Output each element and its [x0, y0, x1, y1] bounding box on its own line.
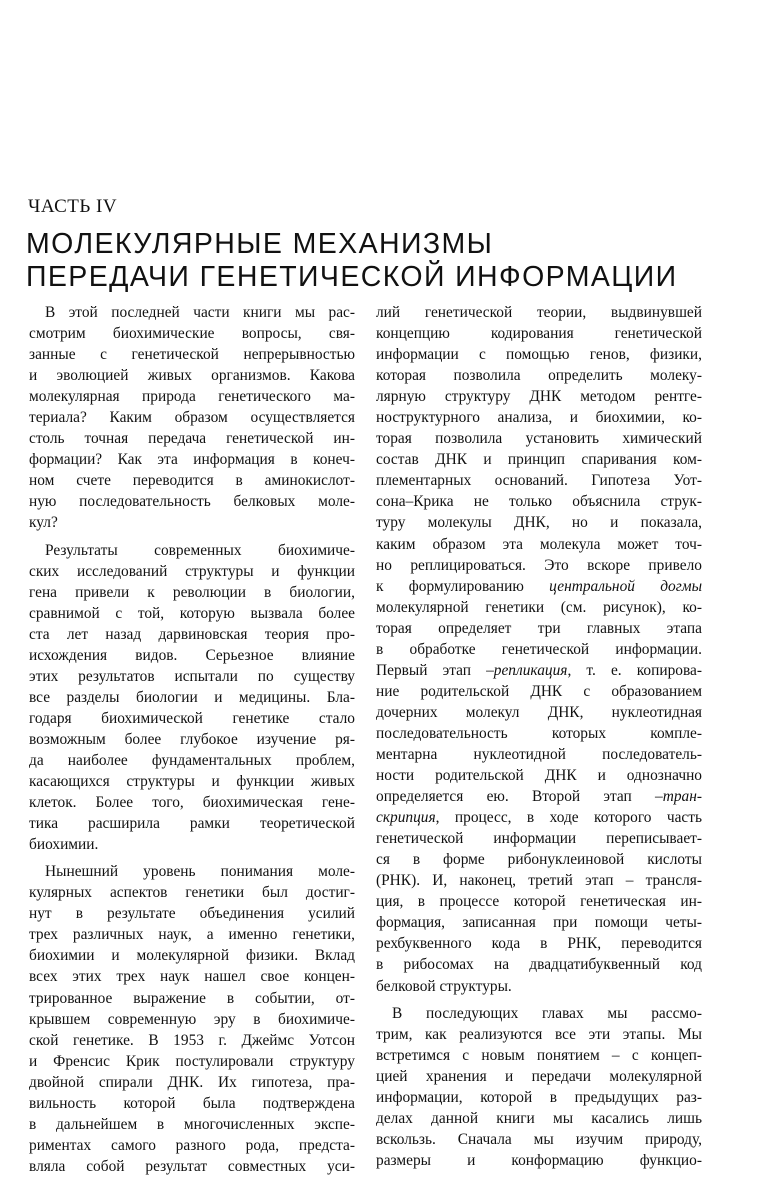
text-line: гена привели к революции в биологии,	[29, 583, 355, 601]
part-label: ЧАСТЬ IV	[28, 196, 118, 217]
text-line: генетической информации переписывает-	[376, 830, 702, 848]
text-line: да наиболее фундаментальных проблем,	[29, 751, 355, 769]
text-line: биохимии.	[29, 836, 99, 854]
paragraph	[376, 1003, 702, 1171]
text-line: торая позволила установить химический	[376, 430, 702, 448]
paragraph	[29, 302, 355, 534]
text-line: все разделы биологии и медицины. Бла-	[29, 688, 355, 706]
text-line	[376, 576, 702, 597]
text-line: годаря биохимической генетике стало	[29, 709, 355, 727]
part-title	[26, 228, 746, 294]
term-replication: репликация	[493, 661, 568, 679]
text-line: касающихся структуры и функции живых	[29, 773, 355, 791]
text-line: информации, которой в предыдущих раз-	[376, 1088, 702, 1106]
text-line: Нынешний уровень понимания моле-	[45, 863, 355, 881]
text-run: определяется ею. Второй этап –	[376, 788, 663, 806]
text-line: ской генетике. В 1953 г. Джеймс Уотсон	[29, 1031, 355, 1049]
text-line: столь точная передача генетической ин-	[29, 430, 355, 448]
text-line: ста лет назад дарвиновская теория про-	[29, 625, 355, 643]
text-line: занные с генетической непрерывностью	[29, 346, 355, 364]
text-line: молекулярная природа генетического ма-	[29, 388, 355, 406]
text-line: В этой последней части книги мы рас-	[45, 304, 355, 321]
text-line: торая определяет три главных этапа	[376, 619, 702, 637]
text-line: плементарных оснований. Гипотеза Уот-	[376, 472, 702, 490]
text-line: крывшем современную эру в биохимиче-	[29, 1010, 355, 1028]
text-line: лий генетической теории, выдвинувшей	[376, 304, 702, 321]
text-run: Первый этап –	[376, 661, 494, 679]
text-line: исхождения видов. Серьезное влияние	[29, 646, 355, 664]
paragraph	[29, 540, 355, 856]
text-line: сона–Крика не только объяснила струк-	[376, 493, 702, 511]
text-line: состав ДНК и принцип спаривания ком-	[376, 451, 702, 469]
text-line: лярную структуру ДНК методом рентге-	[376, 388, 702, 406]
text-line: и эволюцией живых организмов. Какова	[29, 367, 355, 385]
text-line: сравнимой с той, которую вызвала более	[29, 604, 355, 622]
left-column	[29, 302, 355, 1177]
text-line: трированное выражение в событии, от-	[29, 989, 355, 1007]
text-line: в рибосомах на двадцатибуквенный код	[376, 956, 702, 974]
text-line: ся в форме рибонуклеиновой кислоты	[376, 851, 702, 869]
text-line: ских исследований структуры и функции	[29, 562, 355, 580]
text-line: цией хранения и передачи молекулярной	[376, 1067, 702, 1085]
text-line: тика расширила рамки теоретической	[29, 815, 355, 833]
text-line: (РНК). И, наконец, третий этап – трансля-	[376, 872, 702, 890]
text-line: В последующих главах мы рассмо-	[392, 1004, 702, 1022]
text-line: клеток. Более того, биохимическая гене-	[29, 794, 355, 812]
text-line: формации? Как эта информация в конеч-	[29, 451, 355, 469]
text-line	[376, 807, 702, 828]
text-line: вильность которой была подтверждена	[29, 1094, 355, 1112]
text-line: туру молекулы ДНК, но и показала,	[376, 514, 702, 532]
text-line: информации с помощью генов, физики,	[376, 346, 702, 364]
text-line: ние родительской ДНК с образованием	[376, 682, 702, 700]
text-line: концепцию кодирования генетической	[376, 325, 702, 343]
text-line: но реплицироваться. Это вскоре привело	[376, 556, 702, 574]
text-line: белковой структуры.	[376, 977, 512, 995]
text-line: трим, как реализуются все эти этапы. Мы	[376, 1025, 702, 1043]
text-line	[376, 660, 702, 681]
term-transcription-part: тран-	[662, 788, 702, 806]
term-transcription-part: скрипция	[376, 809, 436, 827]
text-line: и Френсис Крик постулировали структуру	[29, 1052, 355, 1070]
title-line: ПЕРЕДАЧИ ГЕНЕТИЧЕСКОЙ ИНФОРМАЦИИ	[26, 261, 678, 293]
text-line: каким образом эта молекула может точ-	[376, 535, 702, 553]
text-line: рехбуквенного кода в РНК, переводится	[376, 935, 702, 953]
text-line: териала? Каким образом осуществляется	[29, 409, 355, 427]
text-line: встретимся с новым понятием – с концеп-	[376, 1046, 702, 1064]
right-column	[376, 302, 702, 1171]
text-run: , т. е. копирова-	[567, 661, 702, 679]
text-line: молекулярной генетики (см. рисунок), ко-	[376, 598, 702, 616]
text-line	[376, 786, 702, 807]
text-line: кул?	[29, 514, 58, 532]
text-run: к формулированию	[376, 577, 524, 595]
text-line: ция, в процессе которой генетическая ин-	[376, 893, 702, 911]
text-line: нут в результате объединения усилий	[29, 905, 355, 923]
text-line: вскользь. Сначала мы изучим природу,	[376, 1130, 702, 1148]
text-line: ментарна нуклеотидной последователь-	[376, 745, 702, 763]
text-line: ноструктурного анализа, и биохимии, ко-	[376, 409, 702, 427]
text-line: ном счете переводится в аминокислот-	[29, 472, 355, 490]
text-line: всех этих трех наук нашел свое концен-	[29, 968, 355, 986]
text-line: дочерних молекул ДНК, нуклеотидная	[376, 703, 702, 721]
text-line: которая позволила определить молеку-	[376, 367, 702, 385]
text-line: кулярных аспектов генетики был достиг-	[29, 884, 355, 902]
text-line: риментах самого разного рода, предста-	[29, 1136, 355, 1154]
text-line: в дальнейшем в многочисленных экспе-	[29, 1115, 355, 1133]
text-line: размеры и конформацию функцио-	[376, 1151, 702, 1169]
text-line: этих результатов испытали по существу	[29, 667, 355, 685]
paragraph	[29, 861, 355, 1177]
text-line: двойной спирали ДНК. Их гипотеза, пра-	[29, 1073, 355, 1091]
title-line: МОЛЕКУЛЯРНЫЕ МЕХАНИЗМЫ	[26, 228, 494, 260]
text-line: смотрим биохимические вопросы, свя-	[29, 325, 355, 343]
text-line: вляла собой результат совместных уси-	[29, 1157, 355, 1175]
term-central-dogma: центральной догмы	[549, 577, 702, 595]
paragraph	[376, 302, 702, 997]
text-run: , процесс, в ходе которого часть	[435, 809, 702, 827]
text-line: Результаты современных биохимиче-	[45, 541, 355, 559]
text-line: ную последовательность белковых моле-	[29, 493, 355, 511]
text-line: последовательность которых компле-	[376, 724, 702, 742]
text-line: биохимии и молекулярной физики. Вклад	[29, 947, 355, 965]
text-line: формация, записанная при помощи четы-	[376, 914, 702, 932]
text-line: трех различных наук, а именно генетики,	[29, 926, 355, 944]
text-line: ности родительской ДНК и однозначно	[376, 767, 702, 785]
text-line: возможным более глубокое изучение ря-	[29, 730, 355, 748]
text-line: в обработке генетической информации.	[376, 640, 702, 658]
text-line: делах данной книги мы касались лишь	[376, 1109, 702, 1127]
